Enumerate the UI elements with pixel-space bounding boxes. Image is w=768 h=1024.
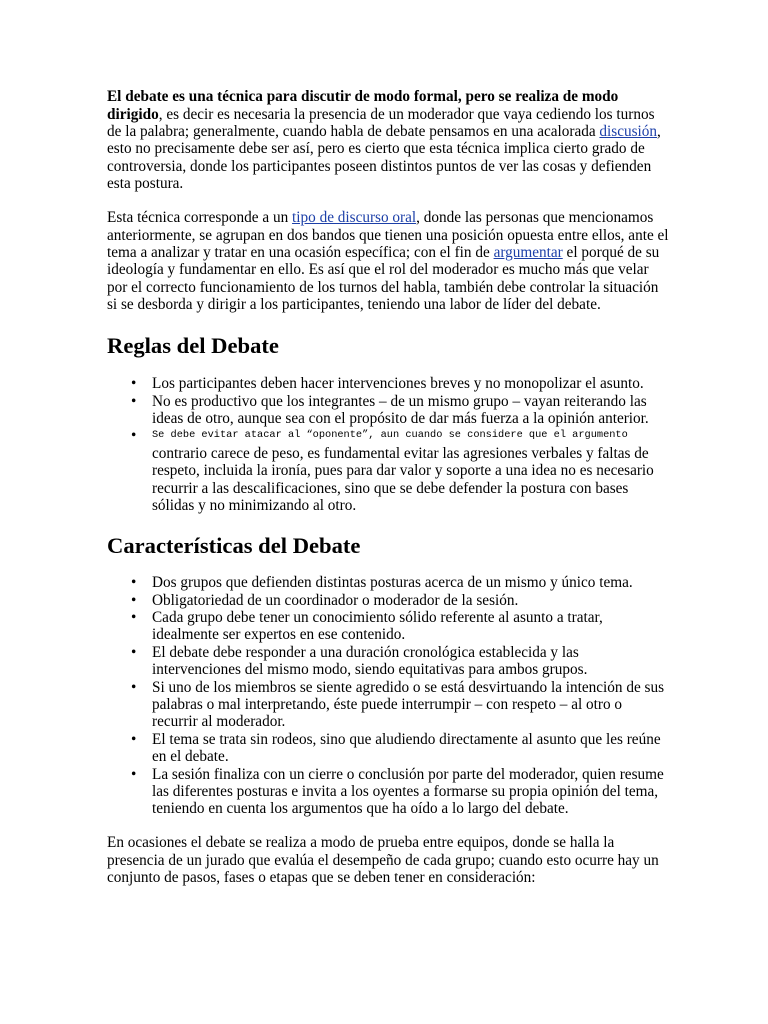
- technique-line-2: anteriormente, se agrupan en dos bandos que tienen una posición opuesta entre ellos, ante el: [107, 226, 669, 244]
- characteristic-item: [131, 730, 664, 766]
- closing-line: En ocasiones el debate se realiza a modo de prueba entre equipos, donde se halla la: [107, 834, 615, 852]
- characteristic-item-line: en el debate.: [152, 748, 229, 766]
- characteristic-item-line: La sesión finaliza con un cierre o conclusión por parte del moderador, quien resume: [152, 765, 664, 783]
- list-bullet: •: [131, 730, 137, 748]
- list-bullet: •: [131, 643, 137, 661]
- intro-line-2: [107, 106, 661, 123]
- characteristic-item: [131, 574, 664, 592]
- rule-item: [131, 392, 654, 428]
- characteristic-item-line: El debate debe responder a una duración cronológica establecida y las: [152, 643, 579, 661]
- intro-line-6: esta postura.: [107, 175, 184, 193]
- technique-line-5: por el correcto funcionamiento de los turnos del habla, también debe controlar la situación: [107, 278, 659, 296]
- intro-line-1: El debate es una técnica para discutir de modo formal, pero se realiza de modo: [107, 88, 619, 106]
- rule-item: [131, 427, 654, 515]
- rule-item-line: respeto, incluida la ironía, pues para dar valor y soporte a una idea no es necesario: [152, 462, 654, 480]
- rule-item-line: No es productivo que los integrantes – de un mismo grupo – vayan reiterando las: [152, 392, 647, 410]
- characteristic-item-line: recurrir al moderador.: [152, 713, 286, 731]
- closing-line: presencia de un jurado que evalúa el desempeño de cada grupo; cuando esto ocurre hay un: [107, 851, 659, 869]
- intro-line-4: esto no precisamente debe ser así, pero es cierto que esta técnica implica cierto grado de: [107, 140, 645, 158]
- list-bullet: •: [131, 574, 137, 592]
- rule-item-line: recurrir a las descalificaciones, sino que se debe defender la postura con bases: [152, 479, 629, 497]
- technique-line-3-end: el porqué de su: [562, 244, 660, 262]
- characteristic-item: [131, 591, 664, 609]
- characteristic-item-line: Dos grupos que defienden distintas posturas acerca de un mismo y único tema.: [152, 574, 633, 592]
- characteristic-item: [131, 678, 665, 731]
- characteristics-heading: Características del Debate: [107, 533, 361, 558]
- list-bullet: •: [131, 392, 137, 410]
- rule-item-line: contrario carece de peso, es fundamental evitar las agresiones verbales y faltas de: [152, 444, 649, 462]
- characteristic-item-line: El tema se trata sin rodeos, sino que aludiendo directamente al asunto que les reúne: [152, 730, 661, 748]
- intro-paragraph: [107, 88, 661, 192]
- technique-line-4: ideología y fundamentar en ello. Es así que el rol del moderador es mucho más que velar: [107, 261, 649, 279]
- technique-line-3-text: tema a analizar y tratar en una ocasión específica; con el fin de: [107, 244, 494, 262]
- rule-item-line: Los participantes deben hacer intervenciones breves y no monopolizar el asunto.: [152, 375, 644, 393]
- intro-line-3-end: ,: [657, 123, 661, 141]
- list-bullet: •: [131, 765, 137, 783]
- characteristics-list: [131, 574, 665, 818]
- rule-item-line: Se debe evitar atacar al “oponente”, aun cuando se considere que el argumento: [152, 429, 628, 442]
- intro-line-3: [107, 123, 661, 140]
- characteristic-item: [131, 609, 664, 644]
- intro-line-5: controversia, donde los participantes poseen distintos puntos de ver las cosas y defienden: [107, 157, 652, 175]
- closing-line: conjunto de pasos, fases o etapas que se deben tener en consideración:: [107, 869, 536, 887]
- intro-bold-term: dirigido: [107, 105, 159, 123]
- technique-line-1-end: , donde las personas que mencionamos: [416, 209, 654, 227]
- link-tipo-de-discurso-oral[interactable]: tipo de discurso oral: [292, 209, 417, 227]
- characteristic-item-line: las diferentes posturas e invita a los oyentes a formarse su propia opinión del tema,: [152, 782, 659, 800]
- link-argumentar[interactable]: argumentar: [493, 244, 563, 262]
- characteristic-item-line: teniendo en cuenta los argumentos que ha oído a lo largo del debate.: [152, 800, 569, 818]
- list-bullet: •: [131, 375, 137, 393]
- characteristic-item-line: intervenciones del mismo modo, siendo equitativas para ambos grupos.: [152, 661, 588, 679]
- rules-list: [131, 375, 654, 515]
- characteristic-item: [131, 765, 664, 818]
- rule-item-line: ideas de otro, aunque sea con el propósito de dar más fuerza a la opinión anterior.: [152, 410, 649, 428]
- technique-line-3: [107, 244, 669, 261]
- intro-line-2-text: , es decir es necesaria la presencia de un moderador que vaya cediendo los turnos: [158, 105, 655, 123]
- rule-item: [131, 375, 654, 393]
- technique-line-1-text: Esta técnica corresponde a un: [107, 209, 293, 227]
- characteristic-item-line: idealmente ser expertos en ese contenido.: [152, 626, 406, 644]
- characteristic-item-line: Cada grupo debe tener un conocimiento sólido referente al asunto a tratar,: [152, 609, 603, 627]
- rules-heading: Reglas del Debate: [107, 333, 279, 358]
- closing-paragraph: [107, 834, 659, 886]
- list-bullet: •: [131, 678, 137, 696]
- characteristic-item: [131, 643, 664, 679]
- technique-paragraph: [107, 209, 669, 313]
- technique-line-1: [107, 209, 669, 226]
- rule-item-line: sólidas y no minimizando al otro.: [152, 497, 357, 515]
- intro-line-3-text: de la palabra; generalmente, cuando habla de debate pensamos en una acalorada: [107, 123, 600, 141]
- link-discusion[interactable]: discusión: [599, 123, 658, 141]
- characteristic-item-line: Obligatoriedad de un coordinador o moderador de la sesión.: [152, 591, 519, 609]
- technique-line-6: si se desborda y dirigir a los participantes, teniendo una labor de líder del debate.: [107, 296, 601, 314]
- list-bullet: •: [131, 427, 137, 445]
- list-bullet: •: [131, 591, 137, 609]
- list-bullet: •: [131, 609, 137, 627]
- characteristic-item-line: palabras o mal interpretando, éste puede interrumpir – con respeto – al otro o: [152, 696, 623, 714]
- characteristic-item-line: Si uno de los miembros se siente agredido o se está desvirtuando la intención de sus: [152, 678, 665, 696]
